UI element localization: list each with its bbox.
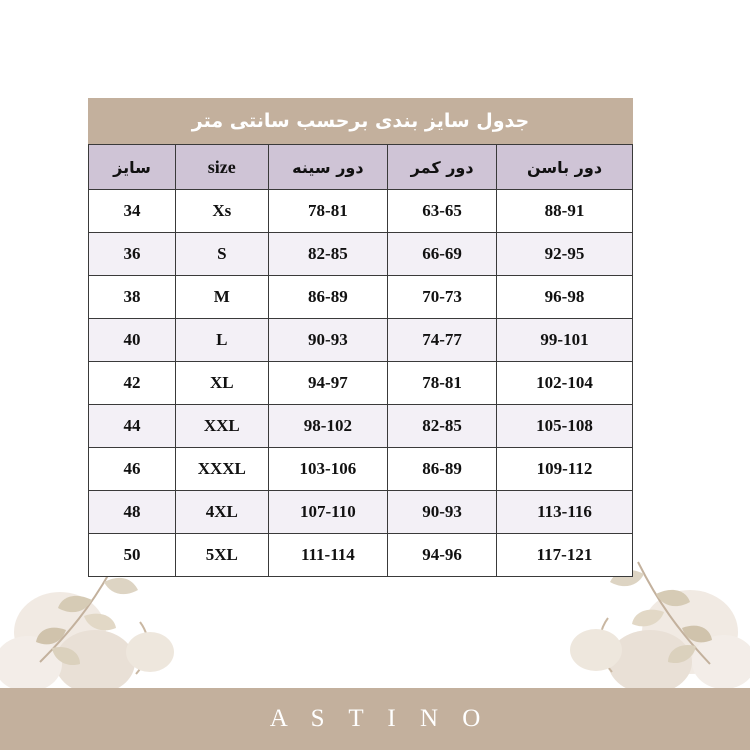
cell-waist: 66-69 (388, 233, 497, 276)
cell-num: 42 (89, 362, 176, 405)
column-header-size-number: سایز (89, 145, 176, 190)
cell-num: 44 (89, 405, 176, 448)
cell-num: 40 (89, 319, 176, 362)
brand-bar (0, 688, 750, 750)
cell-hip: 92-95 (497, 233, 633, 276)
cell-waist: 94-96 (388, 534, 497, 577)
cell-hip: 109-112 (497, 448, 633, 491)
cell-size: XXL (176, 405, 268, 448)
cell-size: XXXL (176, 448, 268, 491)
cell-num: 50 (89, 534, 176, 577)
cell-hip: 96-98 (497, 276, 633, 319)
table-row (89, 319, 633, 362)
cell-num: 34 (89, 190, 176, 233)
cell-waist: 63-65 (388, 190, 497, 233)
cell-bust: 103-106 (268, 448, 388, 491)
cell-hip: 88-91 (497, 190, 633, 233)
cell-num: 46 (89, 448, 176, 491)
brand-name: A S T I N O (269, 705, 490, 732)
table-row (89, 405, 633, 448)
cell-waist: 70-73 (388, 276, 497, 319)
cell-waist: 90-93 (388, 491, 497, 534)
cell-waist: 82-85 (388, 405, 497, 448)
cell-hip: 117-121 (497, 534, 633, 577)
cell-size: 5XL (176, 534, 268, 577)
table-row (89, 448, 633, 491)
cell-bust: 82-85 (268, 233, 388, 276)
cell-bust: 78-81 (268, 190, 388, 233)
table-row (89, 491, 633, 534)
table-row (89, 233, 633, 276)
column-header-hip: دور باسن (497, 145, 633, 190)
table-row (89, 190, 633, 233)
cell-num: 36 (89, 233, 176, 276)
cell-hip: 102-104 (497, 362, 633, 405)
cell-bust: 107-110 (268, 491, 388, 534)
chart-title-bar (88, 98, 633, 144)
table-header-row (89, 145, 633, 190)
size-chart-table (88, 144, 633, 577)
column-header-waist: دور کمر (388, 145, 497, 190)
cell-waist: 86-89 (388, 448, 497, 491)
cell-hip: 99-101 (497, 319, 633, 362)
cell-waist: 78-81 (388, 362, 497, 405)
cell-waist: 74-77 (388, 319, 497, 362)
table-row (89, 534, 633, 577)
cell-bust: 111-114 (268, 534, 388, 577)
cell-num: 38 (89, 276, 176, 319)
cell-size: Xs (176, 190, 268, 233)
cell-bust: 98-102 (268, 405, 388, 448)
table-row (89, 276, 633, 319)
cell-size: XL (176, 362, 268, 405)
cell-num: 48 (89, 491, 176, 534)
cell-size: 4XL (176, 491, 268, 534)
cell-hip: 105-108 (497, 405, 633, 448)
cell-hip: 113-116 (497, 491, 633, 534)
page-title: جدول سایز بندی برحسب سانتی متر (191, 110, 530, 132)
cell-size: S (176, 233, 268, 276)
cell-bust: 90-93 (268, 319, 388, 362)
cell-size: L (176, 319, 268, 362)
size-chart-table-wrap (88, 98, 633, 577)
cell-bust: 94-97 (268, 362, 388, 405)
cell-size: M (176, 276, 268, 319)
column-header-bust: دور سینه (268, 145, 388, 190)
column-header-size: size (176, 145, 268, 190)
cell-bust: 86-89 (268, 276, 388, 319)
table-row (89, 362, 633, 405)
